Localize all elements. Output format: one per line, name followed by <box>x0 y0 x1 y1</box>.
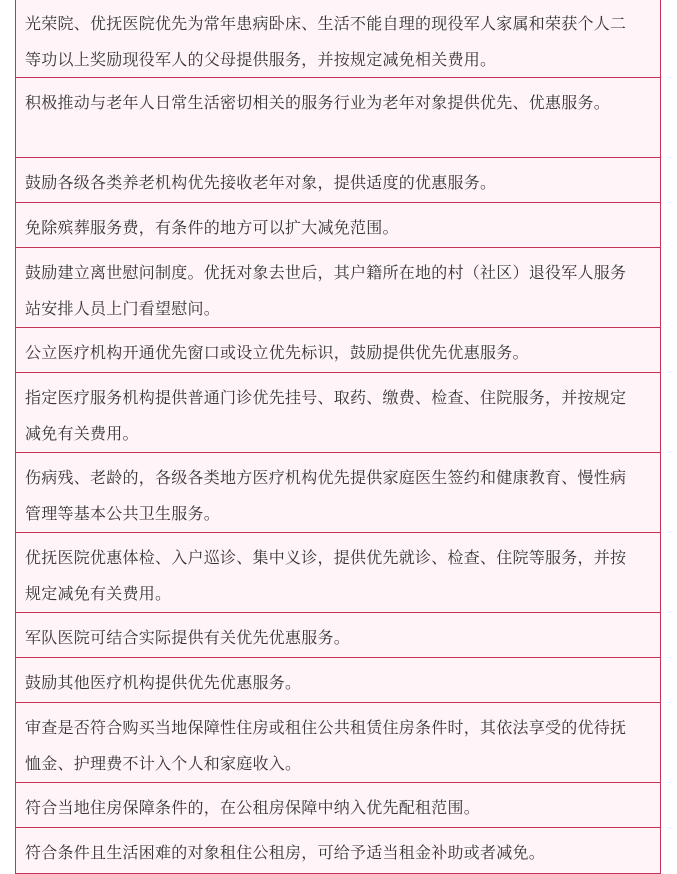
policy-row: 符合条件且生活困难的对象租住公租房，可给予适当租金补助或者减免。 <box>16 828 660 874</box>
policy-row: 符合当地住房保障条件的，在公租房保障中纳入优先配租范围。 <box>16 783 660 828</box>
policy-row: 公立医疗机构开通优先窗口或设立优先标识，鼓励提供优先优惠服务。 <box>16 328 660 373</box>
policy-row: 鼓励各级各类养老机构优先接收老年对象，提供适度的优惠服务。 <box>16 158 660 203</box>
policy-row: 鼓励建立离世慰问制度。优抚对象去世后，其户籍所在地的村（社区）退役军人服务站安排人员上门看望慰问。 <box>16 248 660 328</box>
policy-row: 审查是否符合购买当地保障性住房或租住公共租赁住房条件时，其依法享受的优待抚恤金、护理费不计入个人和家庭收入。 <box>16 703 660 783</box>
policy-row: 光荣院、优抚医院优先为常年患病卧床、生活不能自理的现役军人家属和荣获个人二等功以上奖励现役军人的父母提供服务，并按规定减免相关费用。 <box>16 0 660 78</box>
policy-row: 鼓励其他医疗机构提供优先优惠服务。 <box>16 658 660 703</box>
policy-row: 积极推动与老年人日常生活密切相关的服务行业为老年对象提供优先、优惠服务。 <box>16 78 660 158</box>
policy-row: 伤病残、老龄的，各级各类地方医疗机构优先提供家庭医生签约和健康教育、慢性病管理等基本公共卫生服务。 <box>16 453 660 533</box>
policy-row: 免除殡葬服务费，有条件的地方可以扩大减免范围。 <box>16 203 660 248</box>
policy-table <box>15 0 661 874</box>
policy-row: 军队医院可结合实际提供有关优先优惠服务。 <box>16 613 660 658</box>
policy-row: 指定医疗服务机构提供普通门诊优先挂号、取药、缴费、检查、住院服务，并按规定减免有关费用。 <box>16 373 660 453</box>
policy-row: 优抚医院优惠体检、入户巡诊、集中义诊，提供优先就诊、检查、住院等服务，并按规定减免有关费用。 <box>16 533 660 613</box>
